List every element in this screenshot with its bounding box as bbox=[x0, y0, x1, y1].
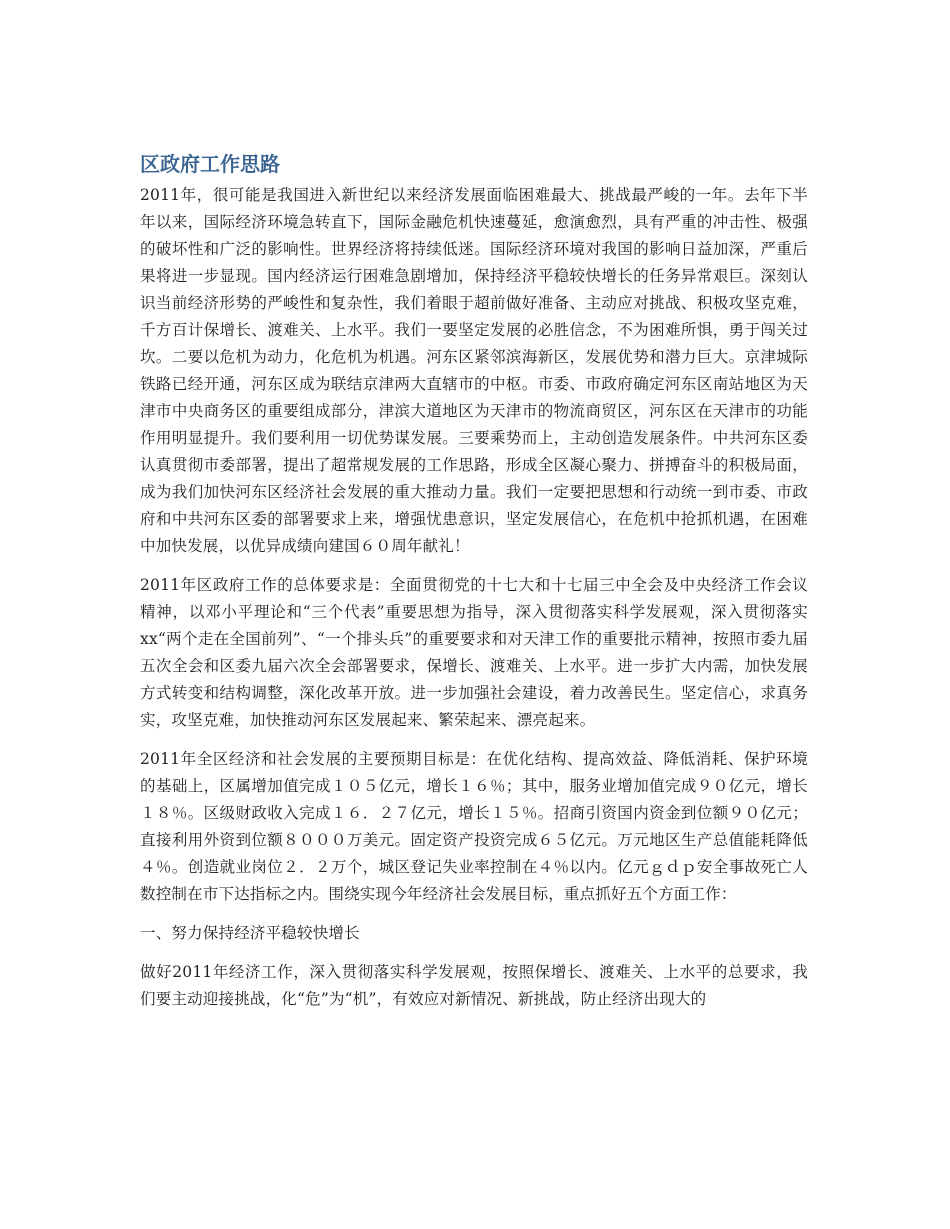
document-page bbox=[140, 150, 808, 1025]
paragraph-section-body: 做好2011年经济工作，深入贯彻落实科学发展观，按照保增长、渡难关、上水平的总要求，我们要主动迎接挑战，化“危”为“机”，有效应对新情况、新挑战，防止经济出现大的 bbox=[140, 963, 808, 1008]
document-title: 区政府工作思路 bbox=[140, 152, 280, 176]
paragraph-economic-situation: 2011年，很可能是我国进入新世纪以来经济发展面临困难最大、挑战最严峻的一年。去年下半年以来，国际经济环境急转直下，国际金融危机快速蔓延，愈演愈烈，具有严重的冲击性、极强的破坏性和广泛的影响性。世界经济将持续低迷。国际经济环境对我国的影响日益加深，严重后果将进一步显现。国内经济运行困难急剧增加，保持经济平稳较快增长的任务异常艰巨。深刻认识当前经济形势的严峻性和复杂性，我们着眼于超前做好准备、主动应对挑战、积极攻坚克难，千方百计保增长、渡难关、上水平。我们一要坚定发展的必胜信念，不为困难所惧，勇于闯关过坎。二要以危机为动力，化危机为机遇。河东区紧邻滨海新区，发展优势和潜力巨大。京津城际铁路已经开通，河东区成为联结京津两大直辖市的中枢。市委、市政府确定河东区南站地区为天津市中央商务区的重要组成部分，津滨大道地区为天津市的物流商贸区，河东区在天津市的功能作用明显提升。我们要利用一切优势谋发展。三要乘势而上，主动创造发展条件。中共河东区委认真贯彻市委部署，提出了超常规发展的工作思路，形成全区凝心聚力、拼搏奋斗的积极局面，成为我们加快河东区经济社会发展的重大推动力量。我们一定要把思想和行动统一到市委、市政府和中共河东区委的部署要求上来，增强忧患意识，坚定发展信心，在危机中抢抓机遇，在困难中加快发展，以优异成绩向建国６０周年献礼！ bbox=[140, 186, 808, 555]
paragraph-expected-targets: 2011年全区经济和社会发展的主要预期目标是：在优化结构、提高效益、降低消耗、保护环境的基础上，区属增加值完成１０５亿元，增长１６％；其中，服务业增加值完成９０亿元，增长１８％。区级财政收入完成１６．２７亿元，增长１５％。招商引资国内资金到位额９０亿元；直接利用外资到位额８０００万美元。固定资产投资完成６５亿元。万元地区生产总值能耗降低４％。创造就业岗位２．２万个，城区登记失业率控制在４％以内。亿元ｇｄｐ安全事故死亡人数控制在市下达指标之内。围绕实现今年经济社会发展目标，重点抓好五个方面工作： bbox=[140, 750, 808, 903]
section-heading: 一、努力保持经济平稳较快增长 bbox=[140, 924, 360, 942]
paragraph-overall-requirements: 2011年区政府工作的总体要求是：全面贯彻党的十七大和十七届三中全会及中央经济工作会议精神，以邓小平理论和“三个代表”重要思想为指导，深入贯彻落实科学发展观，深入贯彻落实xx“两个走在全国前列”、“一个排头兵”的重要要求和对天津工作的重要批示精神，按照市委九届五次全会和区委九届六次全会部署要求，保增长、渡难关、上水平。进一步扩大内需，加快发展方式转变和结构调整，深化改革开放。进一步加强社会建设，着力改善民生。坚定信心，求真务实，攻坚克难，加快推动河东区发展起来、繁荣起来、漂亮起来。 bbox=[140, 576, 808, 729]
